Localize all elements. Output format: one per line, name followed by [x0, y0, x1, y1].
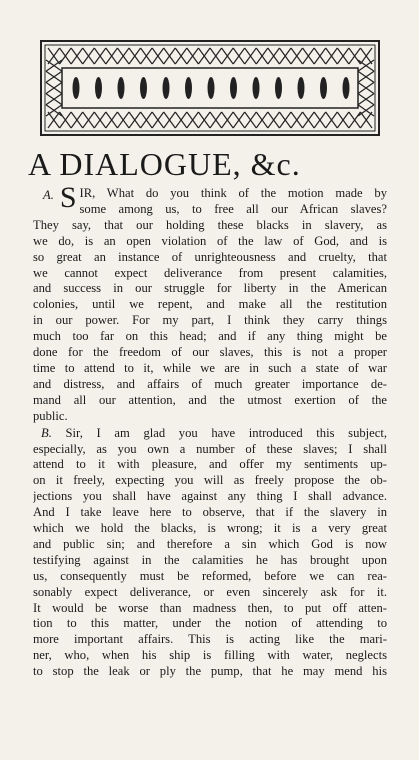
text-line: and public sin; and therefore a sin which God is now — [33, 536, 387, 551]
text-line: more important affairs. This is acting like the mari- — [33, 632, 387, 647]
border-motif — [303, 112, 315, 128]
text-line: to stop the leak or ply the pump, that he may mend his — [33, 664, 387, 679]
text-line: so great an instance of unrighteousness and cruelty, that — [33, 249, 387, 264]
text-line: much too far on this head; and if any thing might be — [33, 329, 387, 344]
page-title: A DIALOGUE, &c. — [28, 146, 301, 182]
border-motif — [358, 71, 374, 82]
ornament-leaf — [275, 77, 282, 99]
border-motif — [106, 112, 118, 128]
ornament-leaf — [298, 77, 305, 99]
border-motif — [152, 112, 164, 128]
border-motif — [291, 112, 303, 128]
text-line: especially, as you own a number of these slaves; I shall — [33, 441, 387, 456]
paragraph-b — [33, 426, 387, 681]
border-motif — [152, 48, 164, 64]
border-motif — [46, 60, 62, 71]
text-line: some among us, to free all our African slaves? — [79, 201, 387, 216]
border-motif — [358, 82, 374, 93]
border-motif — [94, 112, 106, 128]
ornament-leaf — [320, 77, 327, 99]
border-motif — [245, 112, 257, 128]
text-line: attend to it with pleasure, and offer my sentiments up- — [33, 457, 387, 472]
border-motif — [360, 48, 372, 64]
paragraph-a — [33, 181, 387, 425]
text-line: on it freely, expecting you will as freely propose the ob- — [33, 473, 387, 488]
border-motif — [349, 48, 361, 64]
border-motif — [164, 48, 176, 64]
border-motif — [46, 105, 62, 116]
text-line: They say, that our holding these blacks in slavery, as — [33, 217, 387, 232]
border-motif — [358, 105, 374, 116]
border-motif — [129, 48, 141, 64]
ornament-leaf — [343, 77, 350, 99]
border-motif — [349, 112, 361, 128]
border-motif — [94, 48, 106, 64]
text-line: IR, What do you think of the motion made by — [79, 186, 387, 200]
border-motif — [337, 48, 349, 64]
border-motif — [314, 112, 326, 128]
border-motif — [117, 112, 129, 128]
text-line: public. — [33, 408, 68, 423]
text-line: we cannot expect deliverance from present calamities, — [33, 265, 387, 280]
text-line: jections you shall have against any thing I shall advance. — [33, 489, 387, 504]
border-motif — [83, 112, 95, 128]
drop-cap-letter: S — [59, 181, 77, 214]
text-line: which we hold the blacks, is wrong; it is a very great — [33, 521, 387, 536]
text-line: us, consequently must be reformed, before we can rea- — [33, 568, 387, 583]
border-motif — [279, 112, 291, 128]
border-motif — [314, 48, 326, 64]
border-motif — [83, 48, 95, 64]
border-motif — [129, 112, 141, 128]
border-motif — [198, 112, 210, 128]
border-motif — [337, 112, 349, 128]
text-line: And I take leave here to observe, that if the slavery in — [33, 505, 387, 520]
border-motif — [279, 48, 291, 64]
ornamental-header-border — [40, 40, 380, 136]
border-motif — [233, 48, 245, 64]
text-line: and distress, and affairs of much greater importance de- — [33, 376, 387, 391]
text-line: ner, who, when his ship is filling with water, neglects — [33, 648, 387, 663]
ornament-leaf — [253, 77, 260, 99]
border-motif — [71, 112, 83, 128]
text-line: testifying against in the calamities he has brought upon — [33, 552, 387, 567]
border-motif — [48, 112, 60, 128]
text-line: and success in our struggle for liberty in the American — [33, 281, 387, 296]
ornament-leaf — [118, 77, 125, 99]
border-motif — [187, 48, 199, 64]
ornament-leaf — [163, 77, 170, 99]
border-motif — [256, 112, 268, 128]
ornament-leaf — [185, 77, 192, 99]
border-motif — [198, 48, 210, 64]
text-line: time to attend to it, while we are in such a state of war — [33, 360, 387, 375]
border-motif — [233, 112, 245, 128]
border-motif — [268, 48, 280, 64]
border-motif — [46, 71, 62, 82]
border-motif — [210, 112, 222, 128]
border-motif — [245, 48, 257, 64]
border-motif — [60, 48, 72, 64]
border-motif — [291, 48, 303, 64]
border-motif — [303, 48, 315, 64]
ornament-leaf — [73, 77, 80, 99]
border-motif — [360, 112, 372, 128]
text-line: tion to this matter, under the notion of attending to — [33, 616, 387, 631]
border-motif — [326, 112, 338, 128]
border-motif — [60, 112, 72, 128]
text-line: mand all our attention, and the utmost exertion of the — [33, 392, 387, 407]
border-motif — [48, 48, 60, 64]
text-line-content: Sir, I am glad you have introduced this subject, — [65, 425, 387, 440]
border-motif — [222, 48, 234, 64]
border-motif — [164, 112, 176, 128]
border-motif — [358, 60, 374, 71]
border-motif — [187, 112, 199, 128]
text-line: we do, is an open violation of the law of God, and is — [33, 233, 387, 248]
border-motif — [256, 48, 268, 64]
border-motif — [268, 112, 280, 128]
border-motif — [358, 94, 374, 105]
border-motif — [106, 48, 118, 64]
border-motif — [210, 48, 222, 64]
border-motif — [175, 112, 187, 128]
text-line: colonies, until we repent, and make all the restitution — [33, 297, 387, 312]
speaker-a: A. — [43, 188, 54, 202]
ornament-leaf — [95, 77, 102, 99]
border-motif — [326, 48, 338, 64]
text-line — [33, 426, 387, 442]
text-line: done for the freedom of our slaves, this is not a proper — [33, 345, 387, 360]
border-motif — [117, 48, 129, 64]
border-motif — [71, 48, 83, 64]
dialogue-text — [33, 181, 387, 680]
ornament-leaf — [230, 77, 237, 99]
text-line: in our power. For my part, I think they carry things — [33, 313, 387, 328]
text-line: sonably expect deliverance, or even sincerely ask for it. — [33, 584, 387, 599]
ornament-leaf — [208, 77, 215, 99]
border-motif — [141, 112, 153, 128]
text-line: It would be worse than madness then, to put off atten- — [33, 600, 387, 615]
border-motif — [46, 82, 62, 93]
ornament-leaf — [140, 77, 147, 99]
border-motif — [46, 94, 62, 105]
speaker-b: B. — [41, 425, 66, 440]
border-motif — [141, 48, 153, 64]
border-motif — [222, 112, 234, 128]
border-motif — [175, 48, 187, 64]
